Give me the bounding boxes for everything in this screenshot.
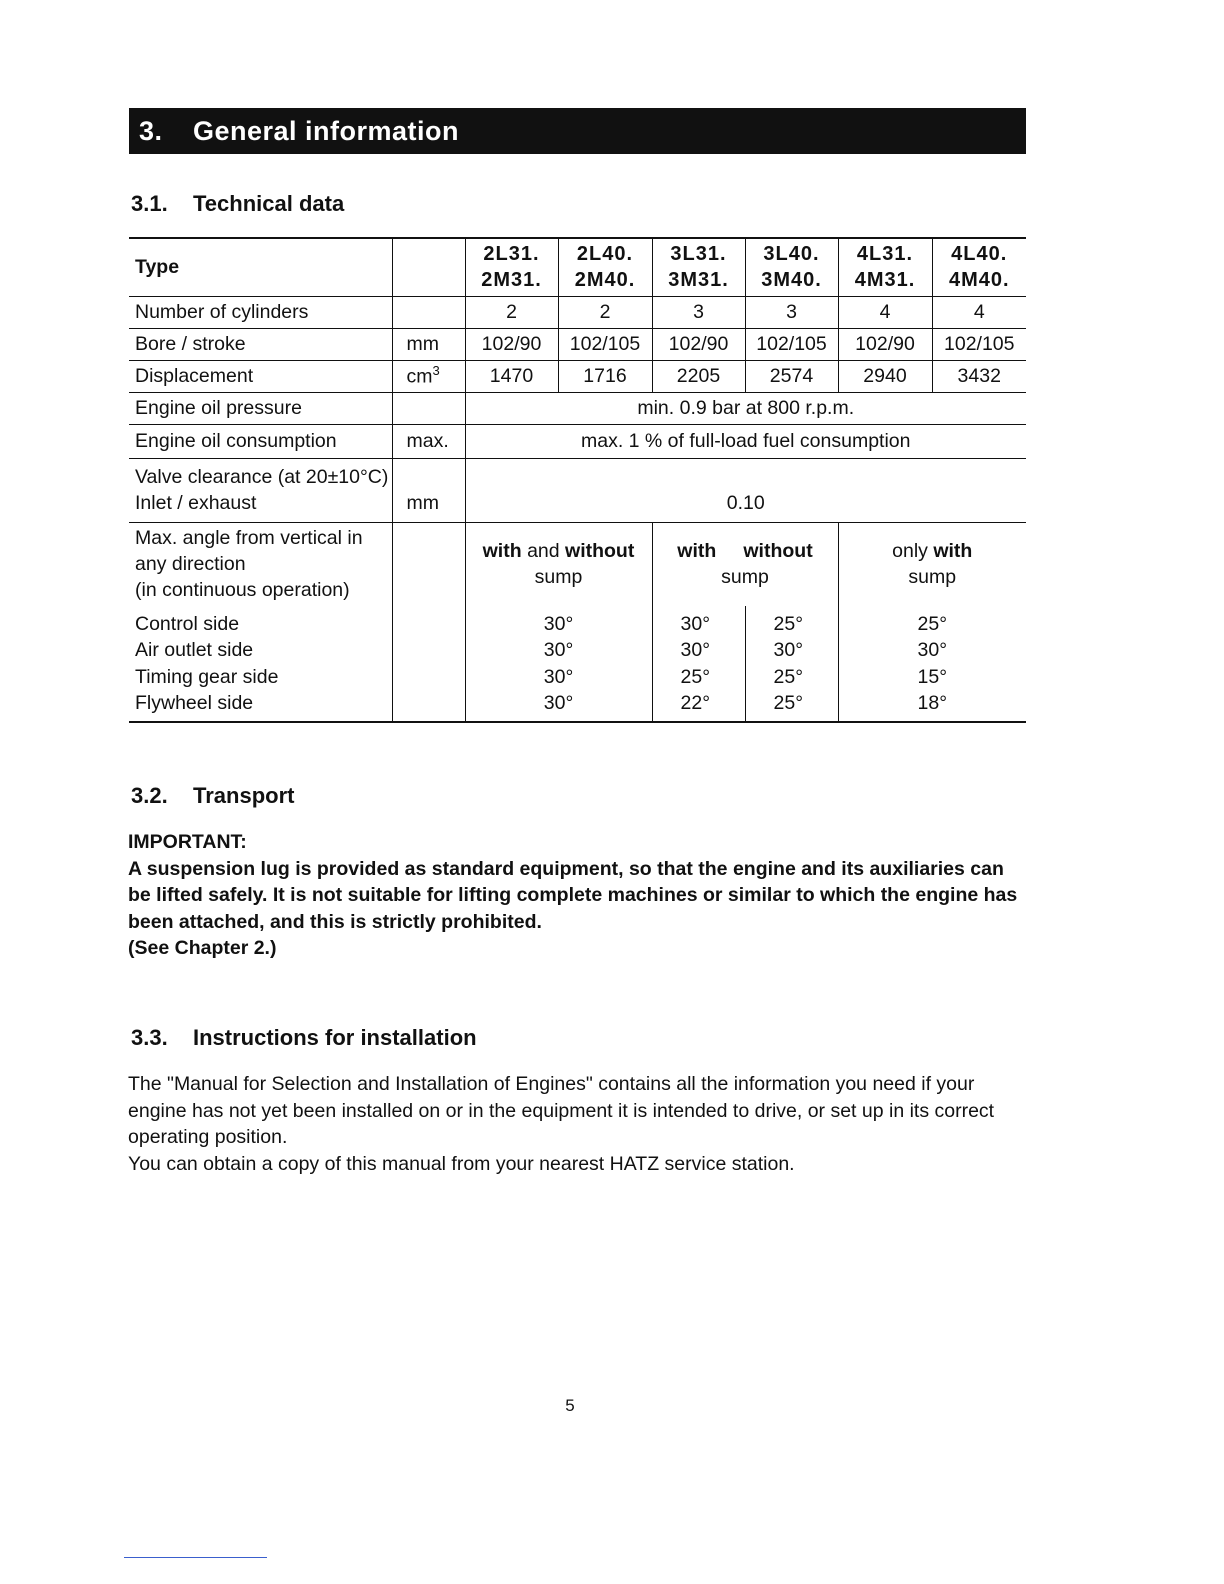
section-number: 3.3. (131, 1025, 168, 1050)
paragraph-line: You can obtain a copy of this manual from your nearest HATZ service station. (128, 1152, 795, 1175)
unit-cell (392, 238, 465, 296)
table-cell: min. 0.9 bar at 800 r.p.m. (465, 392, 1026, 424)
table-cell: 4 (838, 296, 932, 328)
technical-data-table (129, 237, 1026, 723)
unit-cell: $cm^3$ (392, 360, 465, 392)
table-cell: 3 (745, 296, 838, 328)
sump-group-1: with and without sump (465, 522, 652, 606)
row-label: Engine oil consumption (129, 424, 392, 458)
type-cell: 4L31. 4M31. (838, 238, 932, 296)
row-label: Number of cylinders (129, 296, 392, 328)
table-row-angle-values (129, 606, 1026, 722)
angle-values-group-3: 25° 30° 15° 18° (838, 606, 1026, 722)
type-cell: 3L40. 3M40. (745, 238, 838, 296)
section-heading-installation (131, 1025, 477, 1051)
notice-line: been attached, and this is strictly prohibited. (128, 910, 542, 933)
angle-values-group-2-with: 30° 30° 25° 22° (652, 606, 745, 722)
table-cell: 3432 (932, 360, 1026, 392)
section-title: Technical data (193, 191, 345, 216)
table-row-valve-clearance (129, 458, 1026, 522)
installation-paragraph (128, 1071, 1028, 1177)
row-label: Control side Air outlet side Timing gear side Flywheel side (129, 606, 392, 722)
table-cell: 102/90 (465, 328, 558, 360)
unit-cell (392, 606, 465, 722)
transport-important-notice (128, 829, 1028, 962)
footer-rule (124, 1557, 267, 1558)
important-label: IMPORTANT: (128, 831, 247, 853)
table-row-type (129, 238, 1026, 296)
table-cell: 2 (558, 296, 652, 328)
unit-cell: max. (392, 424, 465, 458)
paragraph-line: operating position. (128, 1126, 288, 1148)
notice-line: A suspension lug is provided as standard equipment, so that the engine and its auxiliaries can (128, 857, 1004, 880)
chapter-title: General information (193, 115, 460, 146)
unit-cell (392, 296, 465, 328)
table-row-cylinders (129, 296, 1026, 328)
angle-values-group-1: 30° 30° 30° 30° (465, 606, 652, 722)
table-cell: 102/90 (838, 328, 932, 360)
section-heading-transport (131, 783, 294, 809)
table-row-angle-header (129, 522, 1026, 606)
row-label: Displacement (129, 360, 392, 392)
unit-cell: mm (392, 328, 465, 360)
section-title: Instructions for installation (193, 1025, 477, 1050)
row-label: Valve clearance (at 20±10°C) Inlet / exhaust (129, 458, 392, 522)
table-cell: 102/105 (932, 328, 1026, 360)
table-row-displacement (129, 360, 1026, 392)
table-cell: 102/90 (652, 328, 745, 360)
page-number: 5 (565, 1396, 575, 1415)
table-cell: 3 (652, 296, 745, 328)
table-cell: 2205 (652, 360, 745, 392)
sump-group-2: with without sump (652, 522, 838, 606)
type-label: Type (129, 238, 392, 296)
notice-line: be lifted safely. It is not suitable for lifting complete machines or similar to which the engine has (128, 884, 1018, 906)
unit-cell: mm (392, 458, 465, 522)
table-cell: 2 (465, 296, 558, 328)
table-row-bore-stroke (129, 328, 1026, 360)
unit-cell (392, 392, 465, 424)
row-label: Bore / stroke (129, 328, 392, 360)
table-cell: 4 (932, 296, 1026, 328)
type-cell: 2L31. 2M31. (465, 238, 558, 296)
table-row-oil-consumption (129, 424, 1026, 458)
chapter-banner (129, 108, 1026, 154)
type-cell: 3L31. 3M31. (652, 238, 745, 296)
sump-group-3: only with sump (838, 522, 1026, 606)
row-label: Max. angle from vertical in any direction (in continuous operation) (129, 522, 392, 606)
table-row-oil-pressure (129, 392, 1026, 424)
row-label: Engine oil pressure (129, 392, 392, 424)
chapter-number: 3. (139, 115, 163, 146)
table-cell: 1470 (465, 360, 558, 392)
section-title: Transport (193, 783, 295, 808)
table-cell: 2574 (745, 360, 838, 392)
table-cell: 102/105 (745, 328, 838, 360)
table-cell: 102/105 (558, 328, 652, 360)
type-cell: 2L40. 2M40. (558, 238, 652, 296)
table-cell: 1716 (558, 360, 652, 392)
section-heading-technical-data (131, 191, 344, 217)
paragraph-line: engine has not yet been installed on or in the equipment it is intended to drive, or set up in its correct (128, 1099, 995, 1122)
paragraph-line: The "Manual for Selection and Installation of Engines" contains all the information you need if your (128, 1073, 975, 1095)
table-cell: 2940 (838, 360, 932, 392)
notice-line: (See Chapter 2.) (128, 937, 277, 959)
unit-cell (392, 522, 465, 606)
table-cell: 0.10 (465, 458, 1026, 522)
table-cell: max. 1 % of full-load fuel consumption (465, 424, 1026, 458)
type-cell: 4L40. 4M40. (932, 238, 1026, 296)
section-number: 3.2. (131, 783, 168, 808)
section-number: 3.1. (131, 191, 168, 216)
angle-values-group-2-without: 25° 30° 25° 25° (745, 606, 838, 722)
